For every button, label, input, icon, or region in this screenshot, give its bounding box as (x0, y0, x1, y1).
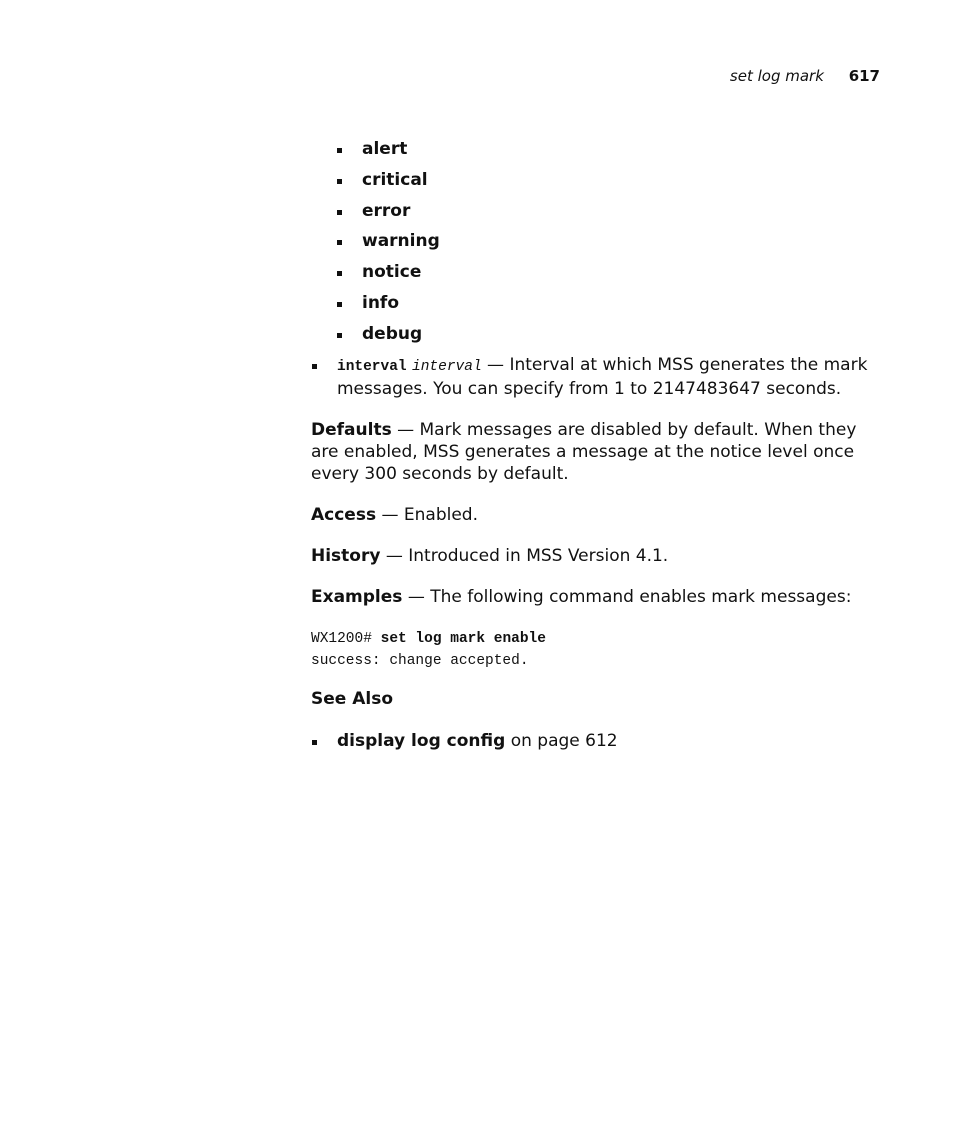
level-critical: critical (362, 169, 428, 190)
bullet-icon (312, 364, 317, 369)
list-item (362, 230, 871, 252)
history-label: History (311, 545, 381, 566)
interval-parameter (311, 354, 871, 400)
see-also-page-ref: on page 612 (505, 730, 618, 751)
bullet-icon (312, 740, 317, 745)
see-also-link[interactable]: display log config (337, 730, 506, 751)
access-label: Access (311, 504, 377, 525)
bullet-icon (337, 148, 342, 153)
cli-command: set log mark enable (380, 630, 546, 647)
defaults-text: — Mark messages are disabled by default. When they are enabled, MSS generates a message at the notice level once every 300 seconds by default. (311, 419, 857, 484)
bullet-icon (337, 333, 342, 338)
level-notice: notice (362, 262, 422, 283)
bullet-icon (337, 271, 342, 276)
level-alert: alert (362, 139, 408, 159)
code-example (311, 628, 871, 672)
examples-text: — The following command enables mark messages: (402, 586, 852, 607)
see-also-item (311, 730, 871, 752)
examples-paragraph (311, 586, 871, 608)
list-item (362, 200, 871, 222)
level-info: info (362, 292, 400, 313)
bullet-icon (337, 302, 342, 307)
header-section-title: set log mark (729, 67, 824, 85)
level-warning: warning (362, 231, 440, 252)
examples-label: Examples (311, 586, 403, 607)
history-paragraph (311, 545, 871, 567)
severity-level-list (311, 138, 871, 345)
access-paragraph (311, 504, 871, 526)
list-item (362, 261, 871, 283)
cli-output: success: change accepted. (311, 652, 529, 669)
defaults-paragraph (311, 419, 871, 485)
level-debug: debug (362, 323, 423, 344)
bullet-icon (337, 210, 342, 215)
access-text: — Enabled. (376, 504, 478, 525)
history-text: — Introduced in MSS Version 4.1. (380, 545, 669, 566)
bullet-icon (337, 240, 342, 245)
bullet-icon (337, 179, 342, 184)
interval-variable: interval (412, 358, 482, 375)
list-item (362, 292, 871, 314)
header-page-number: 617 (848, 67, 880, 85)
interval-description: — Interval at which MSS generates the mark messages. You can specify from 1 to 2147483647 seconds. (337, 354, 868, 399)
level-error: error (362, 200, 411, 221)
list-item (362, 138, 871, 160)
page-content (311, 138, 871, 752)
list-item (362, 323, 871, 345)
running-header (730, 66, 880, 86)
list-item (362, 169, 871, 191)
see-also-heading: See Also (311, 688, 394, 709)
interval-keyword: interval (337, 358, 407, 375)
defaults-label: Defaults (311, 419, 392, 440)
cli-prompt: WX1200# (311, 630, 381, 647)
